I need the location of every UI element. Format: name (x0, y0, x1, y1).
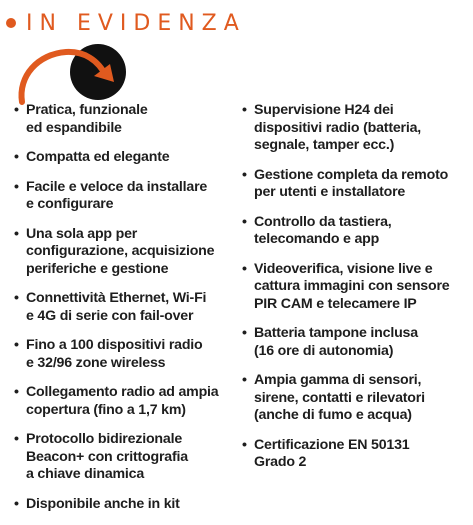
list-item: • Ampia gamma di sensori, sirene, contatti e rilevatori (anche di fumo e acqua) (242, 372, 470, 425)
list-item: • Fino a 100 dispositivi radio e 32/96 zone wireless (14, 337, 236, 372)
list-item: • Compatta ed elegante (14, 149, 236, 167)
list-item: • Facile e veloce da installare e configurare (14, 179, 236, 214)
list-item: • Certificazione EN 50131 Grado 2 (242, 437, 470, 472)
list-item: • Supervisione H24 dei dispositivi radio (batteria, segnale, tamper ecc.) (242, 102, 470, 155)
list-item: • Batteria tampone inclusa (16 ore di autonomia) (242, 325, 470, 360)
list-item: • Pratica, funzionale ed espandibile (14, 102, 236, 137)
bullet-dot-icon (6, 18, 16, 28)
feature-list-right (242, 102, 470, 484)
curved-arrow-icon (14, 40, 126, 108)
list-item: • Una sola app per configurazione, acquisizione periferiche e gestione (14, 226, 236, 279)
section-title: IN EVIDENZA (26, 10, 246, 36)
list-item: • Gestione completa da remoto per utenti e installatore (242, 167, 470, 202)
list-item: • Collegamento radio ad ampia copertura (fino a 1,7 km) (14, 384, 236, 419)
list-item: • Controllo da tastiera, telecomando e app (242, 214, 470, 249)
list-item: • Protocollo bidirezionale Beacon+ con crittografia a chiave dinamica (14, 431, 236, 484)
feature-list-left (14, 102, 236, 525)
section-header (6, 8, 246, 38)
list-item: • Connettività Ethernet, Wi-Fi e 4G di serie con fail-over (14, 290, 236, 325)
list-item: • Disponibile anche in kit (14, 496, 236, 514)
list-item: • Videoverifica, visione live e cattura immagini con sensore PIR CAM e telecamere IP (242, 261, 470, 314)
